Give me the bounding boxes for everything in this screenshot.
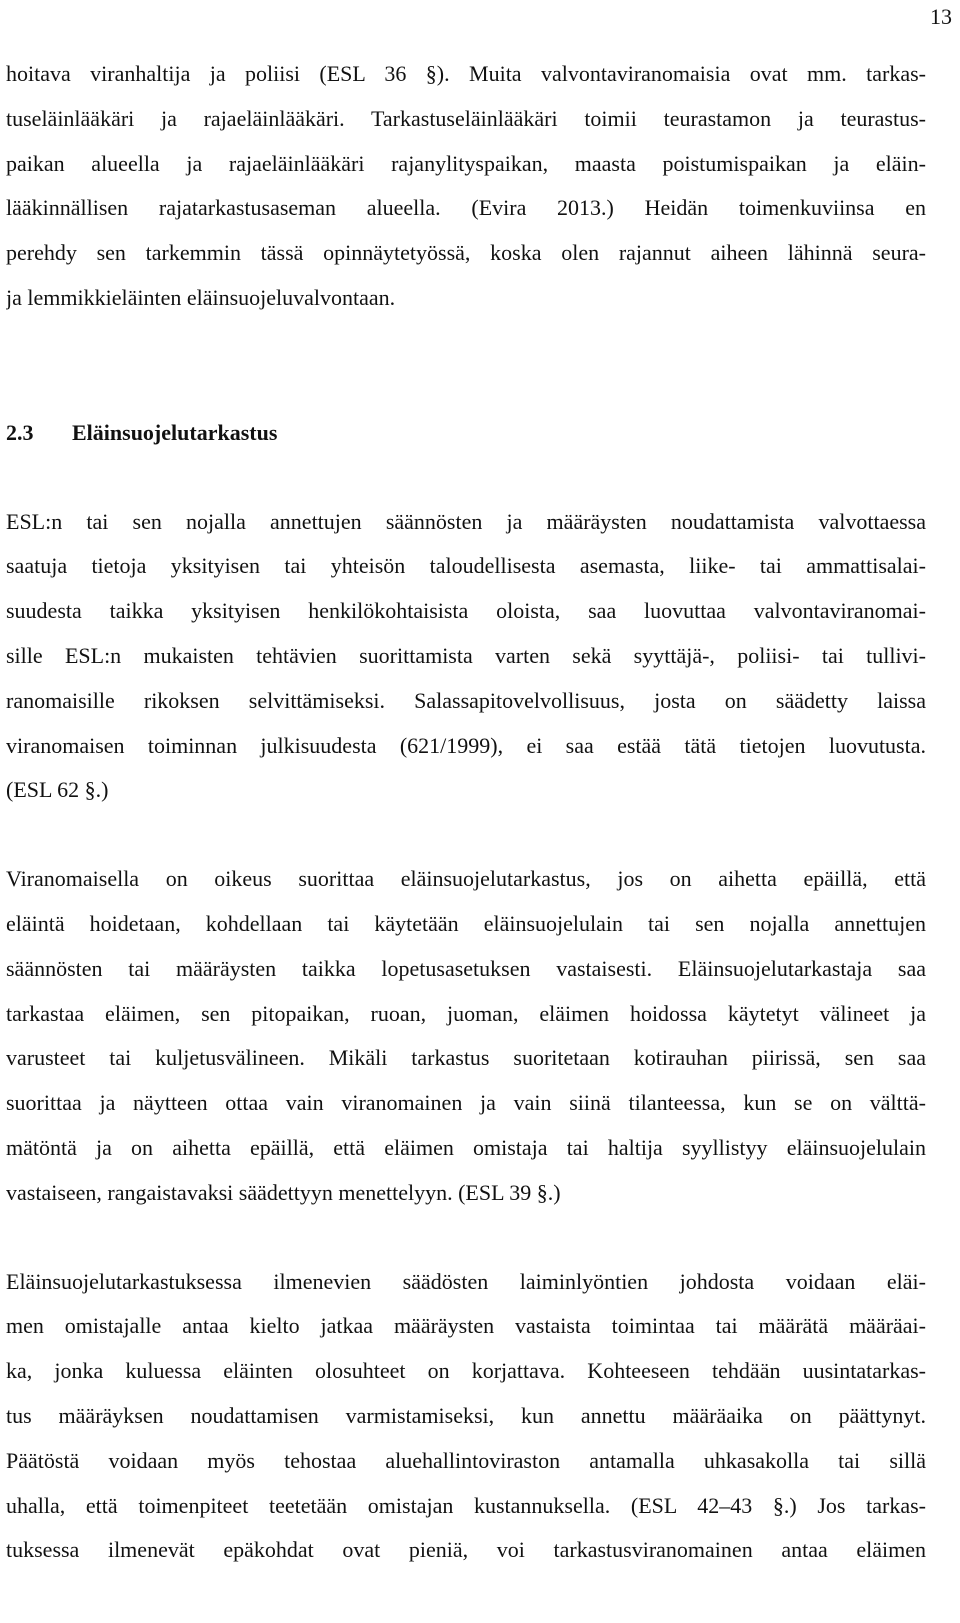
text-line: säännösten tai määräysten taikka lopetusasetuksen vastaisesti. Eläinsuojelutarkastaja saa <box>6 955 926 981</box>
text-line: men omistajalle antaa kielto jatkaa määräysten vastaista toimintaa tai määrätä määräai- <box>6 1313 926 1339</box>
section-number: 2.3 <box>6 419 34 445</box>
paragraph-1 <box>6 500 926 814</box>
text-line: perehdy sen tarkemmin tässä opinnäytetyössä, koska olen rajannut aiheen lähinnä seura- <box>6 240 926 266</box>
text-line: ESL:n tai sen nojalla annettujen säännösten ja määräysten noudattamista valvottaessa <box>6 508 926 534</box>
text-line: Eläinsuojelutarkastuksessa ilmenevien säädösten laiminlyöntien johdosta voidaan eläi- <box>6 1268 926 1294</box>
text-line: Päätöstä voidaan myös tehostaa aluehallintoviraston antamalla uhkasakolla tai sillä <box>6 1447 926 1473</box>
text-line: eläintä hoidetaan, kohdellaan tai käytetään eläinsuojelulain tai sen nojalla annettujen <box>6 910 926 936</box>
text-line: saatuja tietoja yksityisen tai yhteisön taloudellisesta asemasta, liike- tai ammattisalai- <box>6 553 926 579</box>
text-line: tarkastaa eläimen, sen pitopaikan, ruoan, juoman, eläimen hoidossa käytetyt välineet ja <box>6 1000 926 1026</box>
text-line: suudesta taikka yksityisen henkilökohtaisista oloista, saa luovuttaa valvontaviranomai- <box>6 598 926 624</box>
text-line: varusteet tai kuljetusvälineen. Mikäli tarkastus suoritetaan kotirauhan piirissä, sen saa <box>6 1045 926 1071</box>
text-line: paikan alueella ja rajaeläinlääkäri rajanylityspaikan, maasta poistumispaikan ja eläin- <box>6 150 926 176</box>
text-line: ka, jonka kuluessa eläinten olosuhteet on korjattava. Kohteeseen tehdään uusintatarkas- <box>6 1358 926 1384</box>
paragraph-3 <box>6 1260 926 1574</box>
text-line: (ESL 62 §.) <box>6 777 109 803</box>
text-line: tus määräyksen noudattamisen varmistamiseksi, kun annettu määräaika on päättynyt. <box>6 1402 926 1428</box>
text-line: mätöntä ja on aihetta epäillä, että eläimen omistaja tai haltija syyllistyy eläinsuojelulain <box>6 1134 926 1160</box>
paragraph-intro <box>6 52 926 321</box>
text-line: tuksessa ilmenevät epäkohdat ovat pieniä, voi tarkastusviranomainen antaa eläimen <box>6 1537 926 1563</box>
text-line: tuseläinlääkäri ja rajaeläinlääkäri. Tarkastuseläinlääkäri toimii teurastamon ja teurastus- <box>6 105 926 131</box>
heading-spacer <box>6 456 926 500</box>
text-line: Viranomaisella on oikeus suorittaa eläinsuojelutarkastus, jos on aihetta epäillä, että <box>6 866 926 892</box>
text-line: uhalla, että toimenpiteet teetetään omistajan kustannuksella. (ESL 42–43 §.) Jos tarkas- <box>6 1492 926 1518</box>
text-line: sille ESL:n mukaisten tehtävien suorittamista varten sekä syyttäjä-, poliisi- tai tullivi- <box>6 642 926 668</box>
text-line: ranomaisille rikoksen selvittämiseksi. Salassapitovelvollisuus, josta on säädetty laissa <box>6 687 926 713</box>
paragraph-spacer <box>6 813 926 857</box>
text-line: vastaiseen, rangaistavaksi säädettyyn menettelyyn. (ESL 39 §.) <box>6 1179 561 1205</box>
text-line: ja lemmikkieläinten eläinsuojeluvalvontaan. <box>6 284 396 310</box>
page-content <box>6 52 926 1573</box>
text-line: hoitava viranhaltija ja poliisi (ESL 36 §). Muita valvontaviranomaisia ovat mm. tarkas- <box>6 61 926 86</box>
section-spacer <box>6 321 926 411</box>
text-line: lääkinnällisen rajatarkastusaseman alueella. (Evira 2013.) Heidän toimenkuviinsa en <box>6 195 926 221</box>
section-title: Eläinsuojelutarkastus <box>72 419 278 445</box>
paragraph-spacer <box>6 1216 926 1260</box>
section-heading <box>6 411 926 456</box>
text-line: viranomaisen toiminnan julkisuudesta (621/1999), ei saa estää tätä tietojen luovutusta. <box>6 732 926 758</box>
page-number: 13 <box>930 4 952 29</box>
text-line: suorittaa ja näytteen ottaa vain viranomainen ja vain siinä tilanteessa, kun se on välttä- <box>6 1090 926 1116</box>
paragraph-2 <box>6 857 926 1215</box>
